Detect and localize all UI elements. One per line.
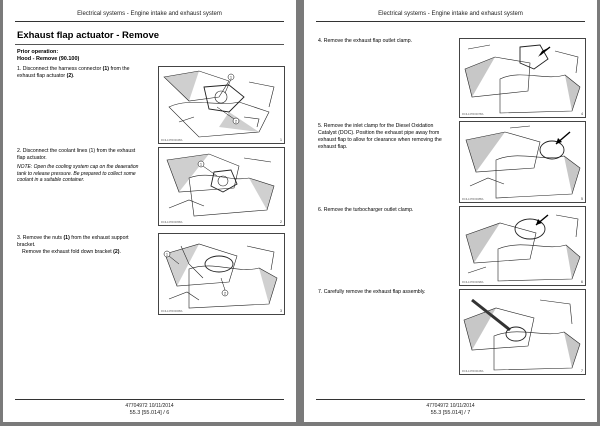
callout-ref: (1) bbox=[102, 66, 109, 72]
footer-page-number: 55.3 [55.014] / 6 bbox=[129, 410, 170, 416]
step-2 bbox=[17, 148, 145, 162]
title-divider bbox=[15, 44, 284, 45]
engine-illustration-3 bbox=[159, 234, 284, 314]
footer-code: 47704972 10/11/2014 bbox=[426, 403, 475, 409]
step-number: 4. bbox=[318, 38, 323, 44]
step-text: Remove the inlet clamp for the Diesel Oxidation Catalyst (DOC). Position the exhaust pipe away from exhaust flap to allow for clearance when removing the exhaust flap. bbox=[318, 123, 442, 150]
figure-number: 5 bbox=[581, 197, 583, 201]
step-7 bbox=[318, 289, 446, 296]
step-text: Disconnect the harness connector bbox=[22, 66, 103, 72]
figure-id: RCIL14TR0007BA bbox=[462, 113, 484, 116]
page-header: Electrical systems - Engine intake and exhaust system bbox=[77, 11, 222, 17]
left-page bbox=[3, 0, 296, 422]
footer-code: 47704972 10/11/2014 bbox=[125, 403, 174, 409]
figure-id: RCIL14TR0004BA bbox=[161, 139, 183, 142]
engine-illustration-2 bbox=[159, 148, 284, 225]
figure-number: 1 bbox=[280, 138, 282, 142]
callout-1: 1 bbox=[166, 252, 168, 257]
figure-2 bbox=[158, 147, 285, 226]
figure-5 bbox=[459, 121, 586, 203]
step-1 bbox=[17, 66, 145, 80]
engine-illustration-1 bbox=[159, 67, 284, 143]
page-header: Electrical systems - Engine intake and exhaust system bbox=[378, 11, 523, 17]
figure-number: 2 bbox=[280, 220, 282, 224]
figure-id: RCIL14TR0008BA bbox=[462, 198, 484, 201]
figure-id: RCIL14TR0009BA bbox=[462, 281, 484, 284]
callout-1: 1 bbox=[200, 162, 202, 167]
step-text: . bbox=[119, 249, 121, 255]
header-divider bbox=[15, 21, 284, 22]
footer-divider bbox=[15, 399, 284, 400]
figure-number: 3 bbox=[280, 309, 282, 313]
step-text: Remove the exhaust flap outlet clamp. bbox=[323, 38, 413, 44]
figure-id: RCIL14TR0005BA bbox=[161, 221, 183, 224]
prior-operation-label: Prior operation: bbox=[17, 49, 59, 55]
figure-3 bbox=[158, 233, 285, 315]
callout-ref: (2) bbox=[66, 73, 73, 79]
figure-id: RCIL14TR0006BA bbox=[161, 310, 183, 313]
figure-number: 7 bbox=[581, 369, 583, 373]
step-text: Disconnect the coolant lines (1) from the exhaust flap actuator. bbox=[17, 148, 136, 161]
figure-number: 6 bbox=[581, 280, 583, 284]
engine-illustration-4 bbox=[460, 39, 585, 117]
step-number: 7. bbox=[318, 289, 323, 295]
callout-ref: (1) bbox=[63, 235, 70, 241]
step-5 bbox=[318, 123, 446, 151]
figure-4 bbox=[459, 38, 586, 118]
figure-number: 4 bbox=[581, 112, 583, 116]
step-6 bbox=[318, 207, 446, 214]
prior-operation-link[interactable]: Hood - Remove (90.100) bbox=[17, 56, 80, 62]
step-text: Carefully remove the exhaust flap assembly. bbox=[323, 289, 426, 295]
engine-illustration-6 bbox=[460, 207, 585, 285]
engine-illustration-7 bbox=[460, 290, 585, 374]
step-4 bbox=[318, 38, 446, 45]
engine-illustration-5 bbox=[460, 122, 585, 202]
step-text: from the exhaust flap actuator bbox=[17, 66, 130, 79]
figure-1 bbox=[158, 66, 285, 144]
note: NOTE: Open the cooling system cap on the deaeration tank to release pressure. Be prepared to collect some coolant in a suitable container. bbox=[17, 164, 139, 183]
step-text: from the exhaust support bracket. bbox=[17, 235, 129, 248]
right-page bbox=[304, 0, 597, 422]
step-text: Remove the nuts bbox=[22, 235, 64, 241]
step-text: . bbox=[72, 73, 75, 79]
callout-1: 1 bbox=[230, 75, 232, 80]
step-number: 3. bbox=[17, 235, 22, 241]
step-3 bbox=[17, 235, 145, 256]
step-number: 5. bbox=[318, 123, 323, 129]
callout-ref: (2) bbox=[113, 249, 120, 255]
footer-divider bbox=[316, 399, 585, 400]
figure-id: RCIL14TR0010BA bbox=[462, 370, 484, 373]
section-title: Exhaust flap actuator - Remove bbox=[17, 30, 160, 41]
callout-2: 2 bbox=[224, 291, 226, 296]
footer-page-number: 55.3 [55.014] / 7 bbox=[430, 410, 471, 416]
step-text: Remove the turbocharger outlet clamp. bbox=[323, 207, 414, 213]
figure-6 bbox=[459, 206, 586, 286]
step-text: Remove the exhaust fold down bracket bbox=[22, 249, 114, 255]
step-number: 6. bbox=[318, 207, 323, 213]
figure-7 bbox=[459, 289, 586, 375]
step-number: 1. bbox=[17, 66, 22, 72]
step-number: 2. bbox=[17, 148, 22, 154]
header-divider bbox=[316, 21, 585, 22]
callout-2: 2 bbox=[235, 119, 237, 124]
